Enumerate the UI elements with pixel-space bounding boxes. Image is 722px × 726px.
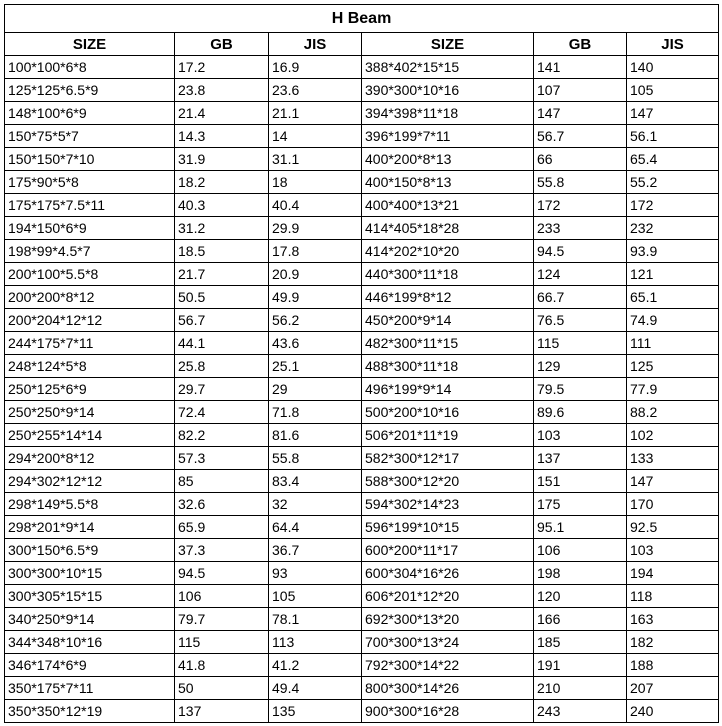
jis-right-cell: 121 — [627, 263, 719, 286]
size-left-cell: 175*175*7.5*11 — [5, 194, 175, 217]
table-row — [5, 654, 719, 677]
table-row — [5, 148, 719, 171]
gb-left-cell: 18.2 — [175, 171, 269, 194]
jis-right-cell: 147 — [627, 102, 719, 125]
gb-left-cell: 137 — [175, 700, 269, 723]
table-row — [5, 424, 719, 447]
header-row — [5, 33, 719, 56]
gb-right-cell: 124 — [534, 263, 627, 286]
gb-right-cell: 106 — [534, 539, 627, 562]
jis-left-cell: 16.9 — [269, 56, 362, 79]
table-row — [5, 401, 719, 424]
jis-left-cell: 25.1 — [269, 355, 362, 378]
gb-left-cell: 32.6 — [175, 493, 269, 516]
size-right-cell: 396*199*7*11 — [362, 125, 534, 148]
gb-right-cell: 66 — [534, 148, 627, 171]
jis-left-cell: 40.4 — [269, 194, 362, 217]
size-right-cell: 400*400*13*21 — [362, 194, 534, 217]
jis-left-cell: 36.7 — [269, 539, 362, 562]
size-left-cell: 298*149*5.5*8 — [5, 493, 175, 516]
gb-left-cell: 41.8 — [175, 654, 269, 677]
size-right-cell: 500*200*10*16 — [362, 401, 534, 424]
size-left-cell: 250*125*6*9 — [5, 378, 175, 401]
size-right-cell: 440*300*11*18 — [362, 263, 534, 286]
size-right-cell: 388*402*15*15 — [362, 56, 534, 79]
gb-right-cell: 243 — [534, 700, 627, 723]
gb-left-cell: 14.3 — [175, 125, 269, 148]
size-left-cell: 100*100*6*8 — [5, 56, 175, 79]
jis-left-cell: 23.6 — [269, 79, 362, 102]
jis-right-cell: 182 — [627, 631, 719, 654]
size-left-cell: 200*100*5.5*8 — [5, 263, 175, 286]
jis-right-cell: 111 — [627, 332, 719, 355]
jis-right-cell: 133 — [627, 447, 719, 470]
gb-right-cell: 198 — [534, 562, 627, 585]
title-row — [5, 5, 719, 33]
jis-right-cell: 125 — [627, 355, 719, 378]
size-right-cell: 506*201*11*19 — [362, 424, 534, 447]
size-right-cell: 488*300*11*18 — [362, 355, 534, 378]
gb-right-cell: 95.1 — [534, 516, 627, 539]
jis-right-cell: 172 — [627, 194, 719, 217]
size-right-cell: 450*200*9*14 — [362, 309, 534, 332]
size-left-cell: 344*348*10*16 — [5, 631, 175, 654]
table-row — [5, 447, 719, 470]
gb-right-cell: 233 — [534, 217, 627, 240]
h-beam-table — [4, 4, 719, 723]
size-left-cell: 250*250*9*14 — [5, 401, 175, 424]
gb-right-cell: 56.7 — [534, 125, 627, 148]
gb-left-cell: 56.7 — [175, 309, 269, 332]
size-right-cell: 600*200*11*17 — [362, 539, 534, 562]
table-row — [5, 378, 719, 401]
jis-right-cell: 65.4 — [627, 148, 719, 171]
jis-left-cell: 81.6 — [269, 424, 362, 447]
table-row — [5, 608, 719, 631]
table-row — [5, 263, 719, 286]
table-body — [5, 56, 719, 723]
size-left-cell: 300*305*15*15 — [5, 585, 175, 608]
gb-left-cell: 21.7 — [175, 263, 269, 286]
table-title: H Beam — [5, 5, 719, 33]
size-left-cell: 250*255*14*14 — [5, 424, 175, 447]
table-row — [5, 309, 719, 332]
size-right-cell: 496*199*9*14 — [362, 378, 534, 401]
size-right-cell: 700*300*13*24 — [362, 631, 534, 654]
table-row — [5, 562, 719, 585]
gb-right-cell: 89.6 — [534, 401, 627, 424]
gb-right-cell: 107 — [534, 79, 627, 102]
size-left-cell: 150*150*7*10 — [5, 148, 175, 171]
size-right-cell: 482*300*11*15 — [362, 332, 534, 355]
gb-right-cell: 147 — [534, 102, 627, 125]
size-left-cell: 194*150*6*9 — [5, 217, 175, 240]
gb-left-cell: 23.8 — [175, 79, 269, 102]
gb-right-cell: 141 — [534, 56, 627, 79]
size-left-cell: 294*200*8*12 — [5, 447, 175, 470]
jis-left-cell: 83.4 — [269, 470, 362, 493]
gb-left-cell: 21.4 — [175, 102, 269, 125]
jis-left-cell: 29.9 — [269, 217, 362, 240]
jis-right-cell: 93.9 — [627, 240, 719, 263]
gb-right-cell: 185 — [534, 631, 627, 654]
jis-left-cell: 49.9 — [269, 286, 362, 309]
size-right-cell: 390*300*10*16 — [362, 79, 534, 102]
jis-right-cell: 56.1 — [627, 125, 719, 148]
size-left-cell: 150*75*5*7 — [5, 125, 175, 148]
jis-right-cell: 65.1 — [627, 286, 719, 309]
size-left-cell: 298*201*9*14 — [5, 516, 175, 539]
size-right-cell: 800*300*14*26 — [362, 677, 534, 700]
jis-right-cell: 105 — [627, 79, 719, 102]
jis-right-cell: 55.2 — [627, 171, 719, 194]
gb-left-cell: 82.2 — [175, 424, 269, 447]
size-left-cell: 346*174*6*9 — [5, 654, 175, 677]
gb-left-cell: 65.9 — [175, 516, 269, 539]
size-right-cell: 600*304*16*26 — [362, 562, 534, 585]
gb-right-cell: 55.8 — [534, 171, 627, 194]
gb-right-cell: 94.5 — [534, 240, 627, 263]
table-row — [5, 355, 719, 378]
gb-right-cell: 166 — [534, 608, 627, 631]
gb-left-cell: 85 — [175, 470, 269, 493]
jis-left-cell: 18 — [269, 171, 362, 194]
jis-left-cell: 105 — [269, 585, 362, 608]
gb-left-cell: 31.9 — [175, 148, 269, 171]
jis-left-cell: 64.4 — [269, 516, 362, 539]
gb-left-cell: 18.5 — [175, 240, 269, 263]
gb-right-cell: 151 — [534, 470, 627, 493]
table-row — [5, 516, 719, 539]
table-row — [5, 631, 719, 654]
size-left-cell: 125*125*6.5*9 — [5, 79, 175, 102]
table-row — [5, 56, 719, 79]
size-left-cell: 350*175*7*11 — [5, 677, 175, 700]
table-row — [5, 286, 719, 309]
size-right-cell: 400*150*8*13 — [362, 171, 534, 194]
jis-left-cell: 29 — [269, 378, 362, 401]
jis-left-cell: 56.2 — [269, 309, 362, 332]
gb-left-cell: 106 — [175, 585, 269, 608]
size-right-cell: 792*300*14*22 — [362, 654, 534, 677]
jis-left-cell: 78.1 — [269, 608, 362, 631]
jis-right-cell: 74.9 — [627, 309, 719, 332]
gb-right-cell: 191 — [534, 654, 627, 677]
gb-right-cell: 172 — [534, 194, 627, 217]
size-right-cell: 446*199*8*12 — [362, 286, 534, 309]
size-left-cell: 248*124*5*8 — [5, 355, 175, 378]
jis-left-cell: 49.4 — [269, 677, 362, 700]
size-right-cell: 414*405*18*28 — [362, 217, 534, 240]
jis-left-cell: 113 — [269, 631, 362, 654]
jis-right-cell: 240 — [627, 700, 719, 723]
size-right-cell: 414*202*10*20 — [362, 240, 534, 263]
jis-right-cell: 88.2 — [627, 401, 719, 424]
gb-left-cell: 17.2 — [175, 56, 269, 79]
jis-left-cell: 20.9 — [269, 263, 362, 286]
table-row — [5, 470, 719, 493]
gb-right-cell: 120 — [534, 585, 627, 608]
gb-left-cell: 29.7 — [175, 378, 269, 401]
gb-right-cell: 175 — [534, 493, 627, 516]
jis-left-cell: 93 — [269, 562, 362, 585]
gb-left-cell: 72.4 — [175, 401, 269, 424]
gb-left-cell: 37.3 — [175, 539, 269, 562]
size-right-cell: 394*398*11*18 — [362, 102, 534, 125]
header-jis-right: JIS — [627, 33, 719, 56]
header-gb-left: GB — [175, 33, 269, 56]
size-left-cell: 300*300*10*15 — [5, 562, 175, 585]
gb-left-cell: 44.1 — [175, 332, 269, 355]
size-right-cell: 400*200*8*13 — [362, 148, 534, 171]
jis-right-cell: 194 — [627, 562, 719, 585]
gb-right-cell: 115 — [534, 332, 627, 355]
jis-right-cell: 140 — [627, 56, 719, 79]
header-size-left: SIZE — [5, 33, 175, 56]
table-row — [5, 493, 719, 516]
size-right-cell: 588*300*12*20 — [362, 470, 534, 493]
jis-left-cell: 55.8 — [269, 447, 362, 470]
table-row — [5, 171, 719, 194]
table-row — [5, 217, 719, 240]
jis-left-cell: 71.8 — [269, 401, 362, 424]
jis-right-cell: 207 — [627, 677, 719, 700]
table-row — [5, 125, 719, 148]
jis-right-cell: 77.9 — [627, 378, 719, 401]
jis-left-cell: 31.1 — [269, 148, 362, 171]
jis-left-cell: 43.6 — [269, 332, 362, 355]
header-gb-right: GB — [534, 33, 627, 56]
jis-right-cell: 118 — [627, 585, 719, 608]
size-left-cell: 200*200*8*12 — [5, 286, 175, 309]
jis-right-cell: 92.5 — [627, 516, 719, 539]
jis-right-cell: 103 — [627, 539, 719, 562]
size-left-cell: 200*204*12*12 — [5, 309, 175, 332]
size-left-cell: 350*350*12*19 — [5, 700, 175, 723]
gb-left-cell: 94.5 — [175, 562, 269, 585]
jis-right-cell: 102 — [627, 424, 719, 447]
size-left-cell: 300*150*6.5*9 — [5, 539, 175, 562]
gb-left-cell: 50 — [175, 677, 269, 700]
size-left-cell: 294*302*12*12 — [5, 470, 175, 493]
jis-left-cell: 17.8 — [269, 240, 362, 263]
table-row — [5, 700, 719, 723]
gb-right-cell: 76.5 — [534, 309, 627, 332]
jis-left-cell: 32 — [269, 493, 362, 516]
gb-left-cell: 57.3 — [175, 447, 269, 470]
gb-right-cell: 79.5 — [534, 378, 627, 401]
table-row — [5, 240, 719, 263]
gb-left-cell: 31.2 — [175, 217, 269, 240]
table-row — [5, 79, 719, 102]
size-right-cell: 582*300*12*17 — [362, 447, 534, 470]
table-row — [5, 332, 719, 355]
size-right-cell: 594*302*14*23 — [362, 493, 534, 516]
jis-right-cell: 147 — [627, 470, 719, 493]
gb-right-cell: 137 — [534, 447, 627, 470]
gb-left-cell: 79.7 — [175, 608, 269, 631]
jis-right-cell: 170 — [627, 493, 719, 516]
size-left-cell: 244*175*7*11 — [5, 332, 175, 355]
gb-left-cell: 25.8 — [175, 355, 269, 378]
size-left-cell: 340*250*9*14 — [5, 608, 175, 631]
gb-right-cell: 210 — [534, 677, 627, 700]
size-left-cell: 175*90*5*8 — [5, 171, 175, 194]
jis-left-cell: 41.2 — [269, 654, 362, 677]
jis-left-cell: 14 — [269, 125, 362, 148]
jis-right-cell: 163 — [627, 608, 719, 631]
gb-right-cell: 66.7 — [534, 286, 627, 309]
jis-left-cell: 21.1 — [269, 102, 362, 125]
size-right-cell: 606*201*12*20 — [362, 585, 534, 608]
header-size-right: SIZE — [362, 33, 534, 56]
jis-right-cell: 232 — [627, 217, 719, 240]
size-right-cell: 692*300*13*20 — [362, 608, 534, 631]
gb-left-cell: 115 — [175, 631, 269, 654]
size-right-cell: 596*199*10*15 — [362, 516, 534, 539]
size-right-cell: 900*300*16*28 — [362, 700, 534, 723]
gb-left-cell: 50.5 — [175, 286, 269, 309]
gb-left-cell: 40.3 — [175, 194, 269, 217]
table-row — [5, 194, 719, 217]
jis-left-cell: 135 — [269, 700, 362, 723]
size-left-cell: 198*99*4.5*7 — [5, 240, 175, 263]
size-left-cell: 148*100*6*9 — [5, 102, 175, 125]
table-row — [5, 102, 719, 125]
jis-right-cell: 188 — [627, 654, 719, 677]
table-row — [5, 539, 719, 562]
gb-right-cell: 129 — [534, 355, 627, 378]
table-row — [5, 677, 719, 700]
header-jis-left: JIS — [269, 33, 362, 56]
gb-right-cell: 103 — [534, 424, 627, 447]
table-row — [5, 585, 719, 608]
